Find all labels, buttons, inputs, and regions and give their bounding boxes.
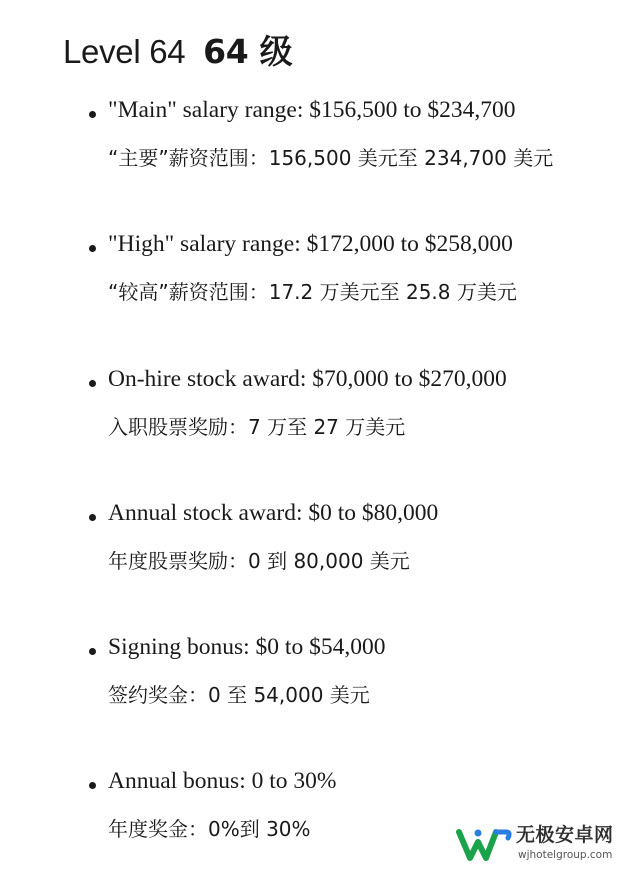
item-english-text: Annual stock award: $0 to $80,000 [108, 500, 439, 526]
list-item-main-salary [0, 95, 640, 185]
item-english-text: "High" salary range: $172,000 to $258,000 [108, 231, 513, 257]
list-item-on-hire-stock [0, 364, 640, 454]
bullet-icon [89, 380, 96, 387]
item-english-text: "Main" salary range: $156,500 to $234,700 [108, 97, 516, 123]
item-chinese-text: “主要”薪资范围：156,500 美元至 234,700 美元 [108, 146, 554, 170]
item-chinese-text: 签约奖金：0 至 54,000 美元 [108, 683, 370, 707]
bullet-icon [89, 514, 96, 521]
item-chinese-text: 入职股票奖励：7 万至 27 万美元 [108, 415, 406, 439]
bullet-icon [89, 245, 96, 252]
bullet-icon [89, 648, 96, 655]
watermark-logo-icon [456, 824, 512, 864]
list-item-high-salary [0, 229, 640, 319]
watermark [456, 820, 634, 866]
item-chinese-text: 年度股票奖励：0 到 80,000 美元 [108, 549, 410, 573]
watermark-url: wjhotelgroup.com [518, 849, 613, 861]
item-chinese-text: 年度奖金：0%到 30% [108, 817, 311, 841]
item-english-text: Signing bonus: $0 to $54,000 [108, 634, 386, 660]
item-chinese-text: “较高”薪资范围：17.2 万美元至 25.8 万美元 [108, 280, 517, 304]
list-item-signing-bonus [0, 632, 640, 722]
item-english-text: Annual bonus: 0 to 30% [108, 768, 337, 794]
watermark-site-name: 无极安卓网 [516, 824, 614, 846]
list-item-annual-stock [0, 498, 640, 588]
title-chinese: 64 级 [203, 32, 293, 71]
bullet-icon [89, 111, 96, 118]
bullet-icon [89, 782, 96, 789]
page-title [63, 26, 292, 73]
item-english-text: On-hire stock award: $70,000 to $270,000 [108, 366, 507, 392]
title-english: Level 64 [63, 33, 186, 70]
